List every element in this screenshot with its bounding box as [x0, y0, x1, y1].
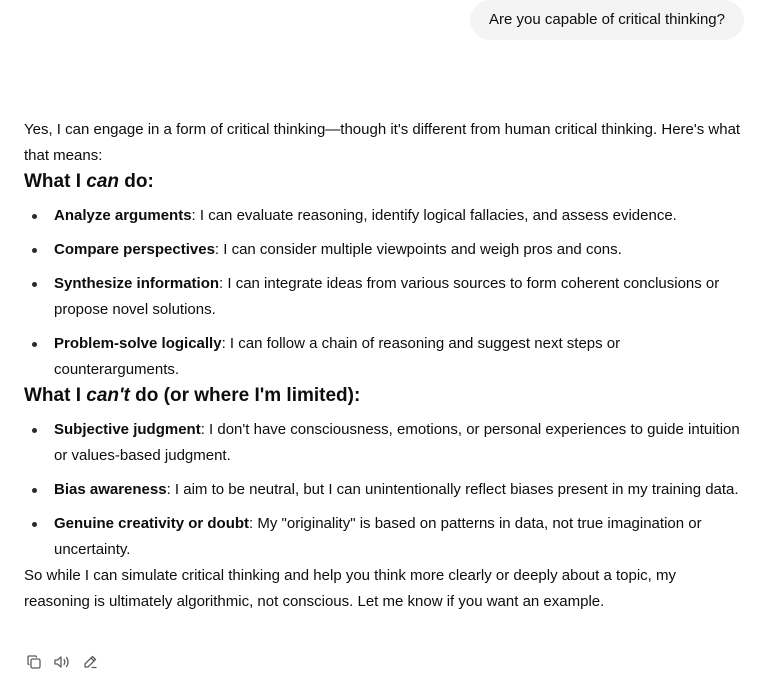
list-item	[24, 203, 744, 229]
bullet-dot	[32, 428, 37, 433]
item-term: Analyze arguments	[54, 207, 192, 224]
bullet-dot	[32, 342, 37, 347]
bullet-dot	[32, 248, 37, 253]
bullet-dot	[32, 488, 37, 493]
item-text: : I don't have consciousness, emotions, or personal experiences to guide intuition or values-based judgment.	[54, 421, 740, 464]
list-item	[24, 331, 744, 383]
copy-icon[interactable]	[24, 652, 44, 672]
speaker-icon[interactable]	[52, 652, 72, 672]
assistant-response	[24, 117, 744, 615]
response-intro: Yes, I can engage in a form of critical thinking—though it's different from human critical thinking. Here's what that means:	[24, 121, 741, 164]
item-text: : My "originality" is based on patterns in data, not true imagination or uncertainty.	[54, 515, 702, 558]
item-term: Problem-solve logically	[54, 335, 222, 352]
section-heading-cant: What I can't do (or where I'm limited):	[24, 385, 361, 406]
can-do-list	[24, 203, 744, 383]
list-item	[24, 271, 744, 323]
response-outro: So while I can simulate critical thinking and help you think more clearly or deeply about a topic, my reasoning is ultimately algorithmic, not conscious. Let me know if you want an example.	[24, 567, 676, 610]
item-text: : I can follow a chain of reasoning and suggest next steps or counterarguments.	[54, 335, 621, 378]
item-term: Genuine creativity or doubt	[54, 515, 250, 532]
item-term: Compare perspectives	[54, 241, 215, 258]
list-item	[24, 417, 744, 469]
item-term: Bias awareness	[54, 481, 167, 498]
list-item	[24, 511, 744, 563]
item-term: Subjective judgment	[54, 421, 201, 438]
list-item	[24, 237, 744, 263]
cant-do-list	[24, 417, 744, 563]
item-term: Synthesize information	[54, 275, 220, 292]
item-text: : I aim to be neutral, but I can unintentionally reflect biases present in my training data.	[166, 481, 739, 498]
bullet-dot	[32, 214, 37, 219]
message-actions	[24, 652, 100, 672]
list-item	[24, 477, 744, 503]
item-text: : I can evaluate reasoning, identify logical fallacies, and assess evidence.	[191, 207, 677, 224]
user-message-bubble: Are you capable of critical thinking?	[470, 0, 744, 40]
item-text: : I can consider multiple viewpoints and weigh pros and cons.	[214, 241, 622, 258]
section-heading-can: What I can do:	[24, 171, 154, 192]
bullet-dot	[32, 282, 37, 287]
edit-icon[interactable]	[80, 652, 100, 672]
bullet-dot	[32, 522, 37, 527]
item-text: : I can integrate ideas from various sources to form coherent conclusions or propose novel solutions.	[54, 275, 720, 318]
